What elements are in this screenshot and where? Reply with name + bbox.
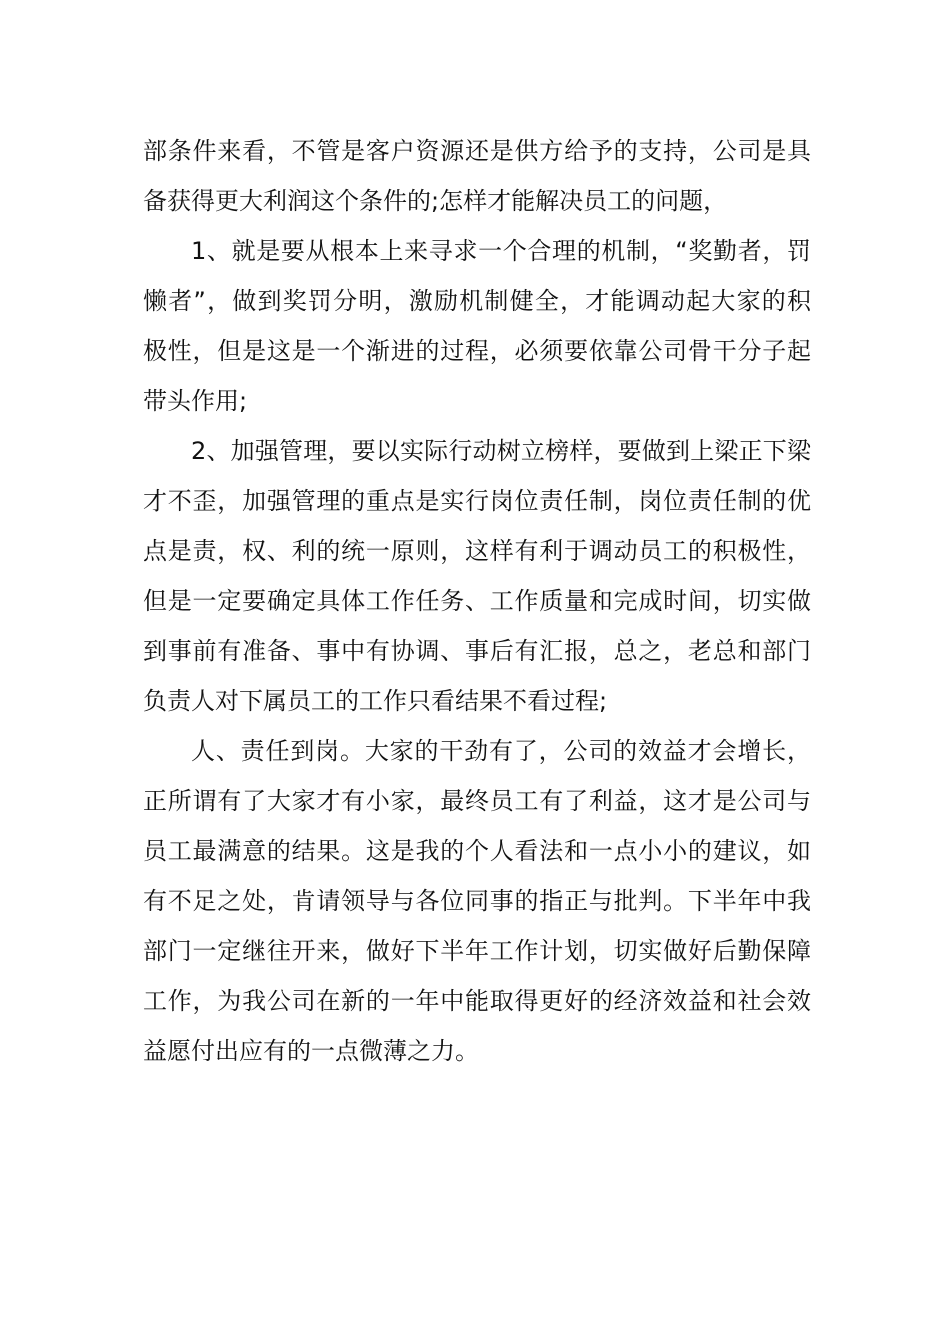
- paragraph-line: 2、加强管理，要以实际行动树立榜样，要做到上梁正下梁: [191, 437, 811, 465]
- paragraph-line: 部条件来看，不管是客户资源还是供方给予的支持，公司是具: [143, 137, 811, 165]
- paragraph-line: 极性，但是这是一个渐进的过程，必须要依靠公司骨干分子起: [143, 337, 811, 365]
- paragraph-line: 到事前有准备、事中有协调、事后有汇报，总之，老总和部门: [143, 637, 811, 665]
- paragraph-line: 正所谓有了大家才有小家，最终员工有了利益，这才是公司与: [143, 787, 811, 815]
- paragraph-line: 懒者”，做到奖罚分明，激励机制健全，才能调动起大家的积: [143, 287, 811, 315]
- paragraph-line: 工作，为我公司在新的一年中能取得更好的经济效益和社会效: [143, 987, 811, 1015]
- paragraph-line: 益愿付出应有的一点微薄之力。: [143, 1037, 479, 1065]
- paragraph-line: 1、就是要从根本上来寻求一个合理的机制，“奖勤者，罚: [191, 237, 811, 265]
- paragraph-line: 部门一定继往开来，做好下半年工作计划，切实做好后勤保障: [143, 937, 811, 965]
- paragraph-line: 负责人对下属员工的工作只看结果不看过程;: [143, 687, 608, 715]
- paragraph-line: 人、责任到岗。大家的干劲有了，公司的效益才会增长，: [191, 737, 811, 765]
- paragraph-line: 备获得更大利润这个条件的;怎样才能解决员工的问题，: [143, 187, 728, 215]
- paragraph-line: 点是责，权、利的统一原则，这样有利于调动员工的积极性，: [143, 537, 811, 565]
- paragraph-line: 有不足之处，肯请领导与各位同事的指正与批判。下半年中我: [143, 887, 811, 915]
- paragraph-line: 带头作用;: [143, 387, 248, 415]
- paragraph-line: 才不歪，加强管理的重点是实行岗位责任制，岗位责任制的优: [143, 487, 811, 515]
- paragraph-line: 但是一定要确定具体工作任务、工作质量和完成时间，切实做: [143, 587, 811, 615]
- paragraph-line: 员工最满意的结果。这是我的个人看法和一点小小的建议，如: [143, 837, 811, 865]
